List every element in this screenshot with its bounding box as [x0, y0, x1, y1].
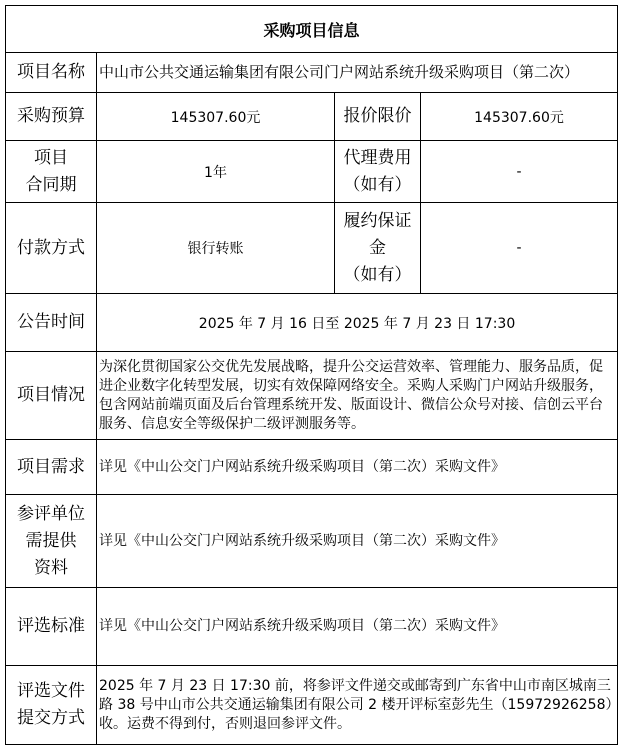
label-materials: 参评单位 需提供 资料 — [6, 495, 97, 588]
label-contract-period: 项目 合同期 — [6, 141, 97, 203]
table-title: 采购项目信息 — [6, 6, 618, 53]
label-project-info: 项目情况 — [6, 352, 97, 440]
row-requirements — [6, 440, 618, 495]
label-price-limit: 报价限价 — [335, 93, 421, 141]
label-submission: 评选文件 提交方式 — [6, 666, 97, 745]
row-contract-period — [6, 141, 618, 203]
value-contract-period: 1年 — [97, 141, 335, 203]
label-budget: 采购预算 — [6, 93, 97, 141]
row-criteria — [6, 588, 618, 666]
value-announcement: 2025 年 7 月 16 日至 2025 年 7 月 23 日 17:30 — [97, 294, 618, 352]
label-deposit: 履约保证 金 （如有） — [335, 203, 421, 294]
value-criteria: 详见《中山公交门户网站系统升级采购项目（第二次）采购文件》 — [97, 588, 618, 666]
row-budget — [6, 93, 618, 141]
label-requirements: 项目需求 — [6, 440, 97, 495]
value-price-limit: 145307.60元 — [421, 93, 618, 141]
value-project-name: 中山市公共交通运输集团有限公司门户网站系统升级采购项目（第二次） — [97, 53, 618, 93]
value-payment: 银行转账 — [97, 203, 335, 294]
value-deposit: - — [421, 203, 618, 294]
row-project-info — [6, 352, 618, 440]
row-project-name — [6, 53, 618, 93]
label-announcement: 公告时间 — [6, 294, 97, 352]
label-payment: 付款方式 — [6, 203, 97, 294]
label-criteria: 评选标准 — [6, 588, 97, 666]
row-submission — [6, 666, 618, 745]
row-payment — [6, 203, 618, 294]
value-materials: 详见《中山公交门户网站系统升级采购项目（第二次）采购文件》 — [97, 495, 618, 588]
procurement-info-table — [5, 5, 618, 745]
value-budget: 145307.60元 — [97, 93, 335, 141]
label-agent-fee: 代理费用 （如有） — [335, 141, 421, 203]
value-requirements: 详见《中山公交门户网站系统升级采购项目（第二次）采购文件》 — [97, 440, 618, 495]
value-agent-fee: - — [421, 141, 618, 203]
row-materials — [6, 495, 618, 588]
label-project-name: 项目名称 — [6, 53, 97, 93]
value-project-info: 为深化贯彻国家公交优先发展战略，提升公交运营效率、管理能力、服务品质，促进企业数字化转型发展，切实有效保障网络安全。采购人采购门户网站升级服务，包含网站前端页面及后台管理系统开发、版面设计、微信公众号对接、信创云平台服务、信息安全等级保护二级评测服务等。 — [97, 352, 618, 440]
value-submission: 2025 年 7 月 23 日 17:30 前，将参评文件递交或邮寄到广东省中山市南区城南三路 38 号中山市公共交通运输集团有限公司 2 楼开评标室彭先生（15972926258）收。运费不得到付，否则退回参评文件。 — [97, 666, 618, 745]
row-announcement — [6, 294, 618, 352]
